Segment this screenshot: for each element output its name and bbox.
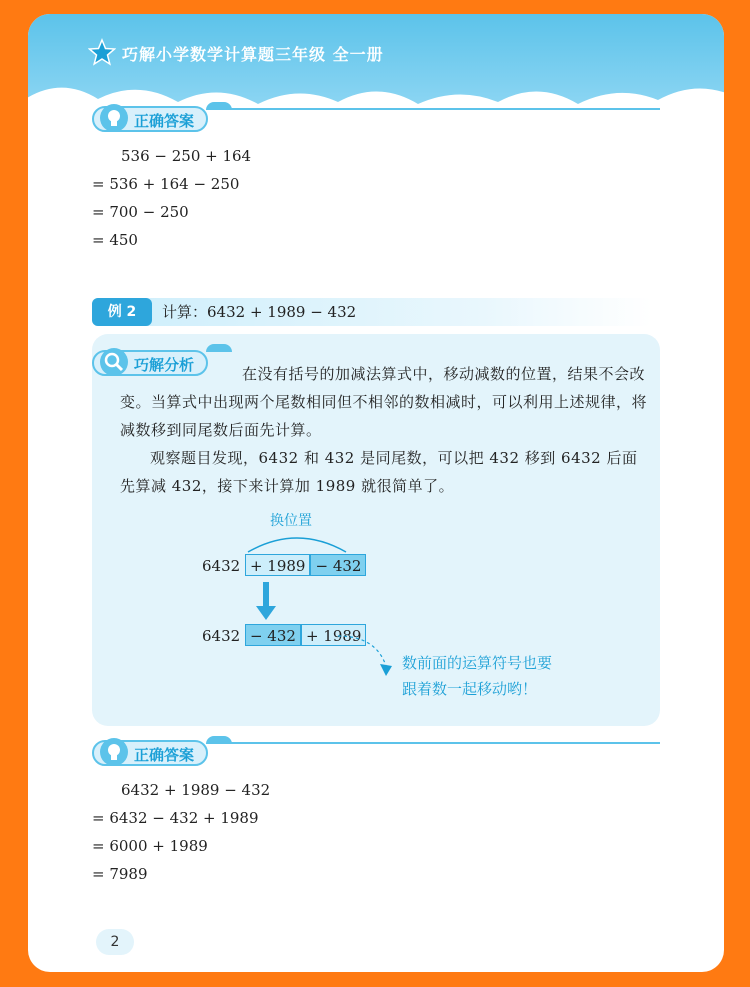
solution-step: = 6432 − 432 + 1989 xyxy=(92,809,259,827)
example-bar xyxy=(92,298,652,326)
swap-arc xyxy=(242,530,352,554)
solution-step: = 450 xyxy=(92,231,138,249)
page-number: 2 xyxy=(96,929,134,955)
example-problem: 计算：6432 + 1989 − 432 xyxy=(162,303,357,321)
expr-term-highlight: − 432 xyxy=(245,624,301,646)
answer-badge-label: 正确答案 xyxy=(134,112,195,130)
star-icon xyxy=(88,38,116,66)
badge-divider xyxy=(218,742,660,744)
expr-term-highlight: − 432 xyxy=(310,554,366,576)
answer-badge-label: 正确答案 xyxy=(134,746,195,764)
solution-step: = 6000 + 1989 xyxy=(92,837,208,855)
solution-step: = 700 − 250 xyxy=(92,203,189,221)
second-solution xyxy=(92,776,270,888)
analysis-paragraph: 在没有括号的加减法算式中，移动减数的位置，结果不会改变。当算式中出现两个尾数相同但不相邻的数相减时，可以利用上述规律，将减数移到同尾数后面先计算。 xyxy=(120,365,648,439)
note-line: 数前面的运算符号也要 xyxy=(402,654,553,672)
badge-divider xyxy=(218,108,660,110)
first-solution xyxy=(92,142,251,254)
expression-before xyxy=(202,554,366,576)
lightbulb-icon xyxy=(98,102,130,134)
book-title: 巧解小学数学计算题三年级 全一册 xyxy=(122,45,384,64)
solution-step: = 536 + 164 − 250 xyxy=(92,175,240,193)
solution-step: 536 − 250 + 164 xyxy=(121,147,252,165)
down-arrow-icon xyxy=(254,582,278,622)
solution-step: = 7989 xyxy=(92,865,148,883)
answer-badge xyxy=(92,740,208,766)
expr-term: 6432 xyxy=(202,557,241,575)
note-line: 跟着数一起移动哟！ xyxy=(402,680,538,698)
note-text xyxy=(402,650,622,702)
lightbulb-icon xyxy=(98,736,130,768)
expr-term: 6432 xyxy=(202,627,241,645)
swap-label: 换位置 xyxy=(270,513,312,529)
analysis-text xyxy=(120,358,650,500)
solution-step: 6432 + 1989 − 432 xyxy=(121,781,271,799)
expr-term-highlight: + 1989 xyxy=(301,624,367,646)
analysis-paragraph: 观察题目发现，6432 和 432 是同尾数，可以把 432 移到 6432 后面先算减 432，接下来计算加 1989 就很简单了。 xyxy=(120,449,638,495)
dashed-pointer xyxy=(336,630,406,682)
page xyxy=(28,14,724,972)
expr-term-highlight: + 1989 xyxy=(245,554,311,576)
badge-tab xyxy=(206,344,232,352)
analysis-badge-label: 巧解分析 xyxy=(134,356,195,374)
example-tag: 例 2 xyxy=(92,298,152,326)
answer-badge xyxy=(92,106,208,132)
analysis-panel xyxy=(92,334,660,726)
